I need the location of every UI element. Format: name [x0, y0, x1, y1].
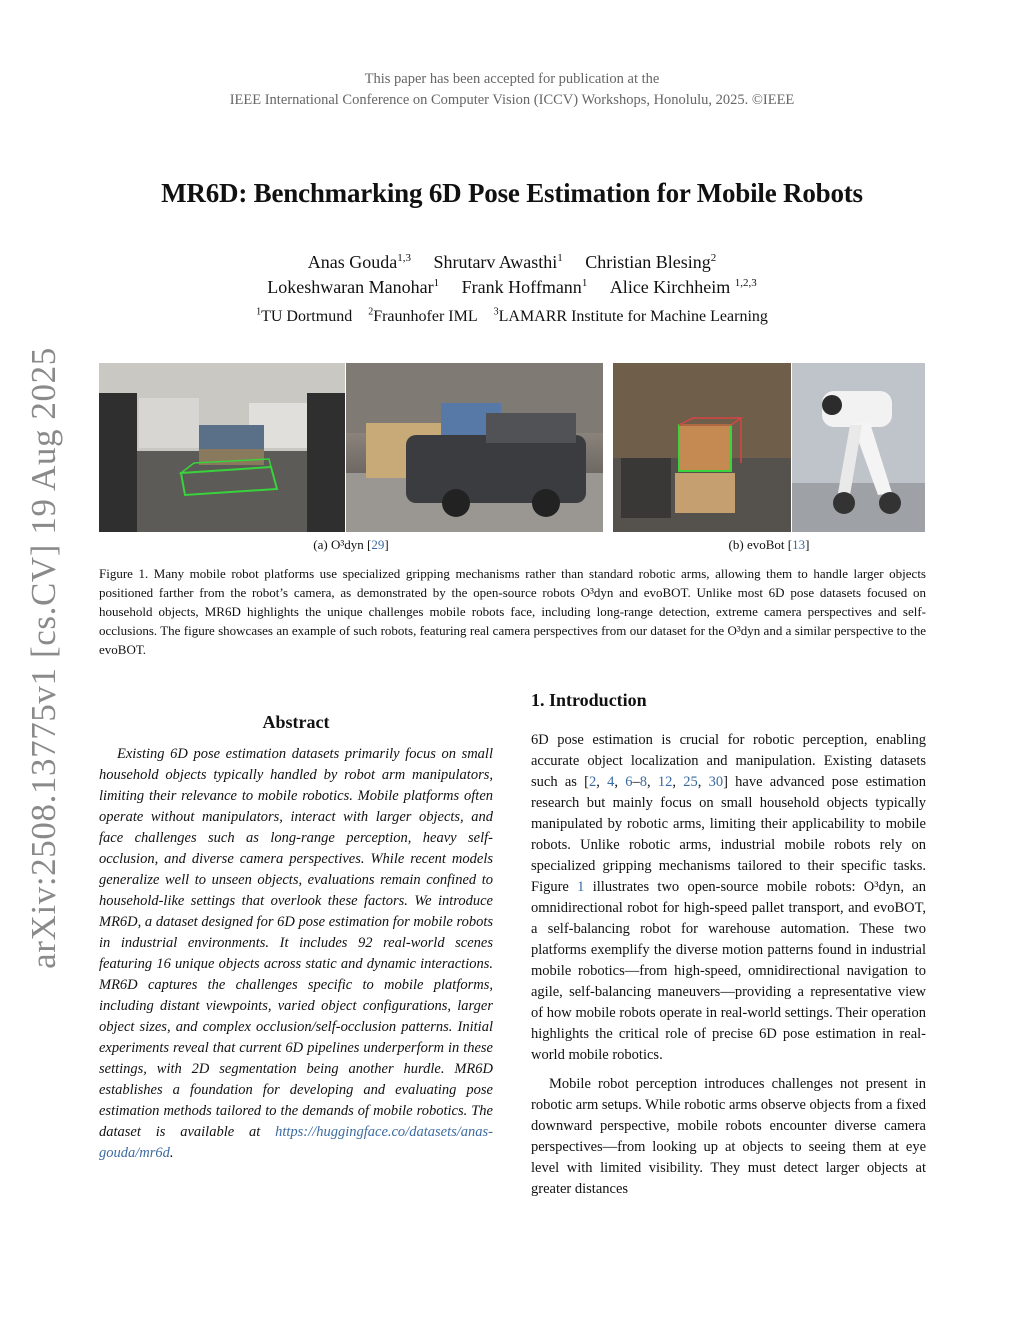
citation-link[interactable]: 12 — [657, 774, 673, 790]
author-name: Frank Hoffmann$^1$ — [461, 277, 588, 297]
dataset-link[interactable]: https://huggingface.co/datasets/anas-gouda/mr6d — [99, 1124, 493, 1161]
author-name: Alice Kirchheim $^{1,2,3}$ — [609, 277, 757, 297]
affiliation: $^1$TU Dortmund — [256, 307, 353, 326]
evobot-robot-photo — [792, 363, 925, 532]
abstract-heading: Abstract — [262, 712, 330, 732]
introduction-paragraph-2: Mobile robot perception introduces challenges not present in robotic arm setups. While robotic arms observe objects from a fixed downward perspective, mobile robots encounter diverse camera perspectives—from looking up at objects to seeing them at eye level with limited visibility. They must detect larger objects at greater distances — [531, 1076, 926, 1197]
author-name: Shrutarv Awasthi$^1$ — [433, 252, 563, 272]
citation-link[interactable]: 2 — [588, 774, 597, 790]
abstract-text: Existing 6D pose estimation datasets primarily focus on small household objects typically handled by robot arm manipulators, limiting their relevance to mobile robotics. Mobile platforms often operate without manipulators, interact with larger objects, and face challenges such as long-range perception, heavy self-occlusion, and diverse camera perspectives. While recent models generalize well to unseen objects, evaluations remain confined to household-like settings that overlook these factors. We introduce MR6D, a dataset designed for 6D pose estimation for mobile robots in industrial environments. It includes 92 real-world scenes featuring 16 unique objects across static and dynamic interactions. MR6D captures the challenges specific to mobile platforms, including distant viewpoints, varied object configurations, larger object sizes, and complex occlusion/self-occlusion patterns. Initial experiments reveal that current 6D pipelines underperform in these settings, with 2D segmentation being another hurdle. MR6D establishes a foundation for developing and evaluating pose estimation methods tailored to the demands of mobile robotics. The dataset is available at https://huggingface.co/datasets/anas-gouda/mr6d. — [99, 746, 493, 1161]
evobot-camera-view-illustration — [613, 363, 791, 532]
evobot-robot-illustration — [792, 363, 925, 532]
author-line-2 — [0, 271, 1024, 300]
citation-link[interactable]: 8 — [639, 774, 647, 790]
acceptance-notice-line1: This paper has been accepted for publication at the — [364, 71, 660, 87]
o3dyn-robot-illustration — [346, 363, 603, 532]
author-name: Christian Blesing$^2$ — [585, 252, 717, 272]
affiliations — [0, 307, 1024, 326]
citation-link[interactable]: 4 — [607, 774, 615, 790]
acceptance-notice-line2: IEEE International Conference on Computer Vision (ICCV) Workshops, Honolulu, 2025. ©IEEE — [229, 92, 795, 108]
citation-link[interactable]: 25 — [683, 774, 698, 790]
citation-link[interactable]: 30 — [708, 774, 724, 790]
author-name: Lokeshwaran Manohar$^1$ — [267, 277, 440, 297]
introduction-heading: 1. Introduction — [531, 690, 647, 710]
citation-link[interactable]: 6 — [625, 774, 633, 790]
citation-link[interactable]: 29 — [371, 537, 385, 552]
subcaption-a: (a) O³dyn [29] — [313, 537, 389, 552]
paper-title: MR6D: Benchmarking 6D Pose Estimation for Mobile Robots — [161, 178, 863, 208]
o3dyn-camera-view-photo — [99, 363, 345, 532]
o3dyn-camera-view-illustration — [99, 363, 345, 532]
author-name: Anas Gouda$^{1,3}$ — [307, 252, 411, 272]
evobot-camera-view-photo — [613, 363, 791, 532]
o3dyn-robot-photo — [346, 363, 603, 532]
figure-ref-link[interactable]: 1 — [577, 879, 585, 895]
subcaption-b: (b) evoBot [13] — [728, 537, 810, 552]
arxiv-identifier: arXiv:2508.13775v1 [cs.CV] 19 Aug 2025 — [24, 347, 63, 969]
introduction-paragraph-1: 6D pose estimation is crucial for robotic perception, enabling accurate object localization and manipulation. Existing datasets such as [2, 4, 6–8, 12, 25, 30] have advanced pose estimation research but mainly focus on small household objects typically manipulated by robotic arms, limiting their applicability to mobile robots. Unlike robotic arms, industrial mobile robots rely on specialized gripping mechanisms tailored to their specific tasks. Figure 1 illustrates two open-source mobile robots: O³dyn, an omnidirectional robot for high-speed pallet transport, and evoBOT, a self-balancing robot for warehouse automation. These two platforms exemplify the diverse motion patterns found in industrial mobile robotics—from high-speed, omnidirectional navigation to agile, self-balancing maneuvers—providing a representative view of how mobile robots operate in real-world settings. Their operation highlights the critical role of precise 6D pose estimation in real-world mobile robotics. — [531, 732, 927, 1063]
affiliation: $^2$Fraunhofer IML — [368, 307, 478, 326]
figure-caption: Figure 1. Many mobile robot platforms use specialized gripping mechanisms rather than standard robotic arms, allowing them to handle larger objects positioned farther from the robot’s camera, as demonstrated by the open-source robots O³dyn and evoBOT. Unlike most 6D pose datasets focused on household objects, MR6D highlights the unique challenges mobile robots face, including long-range detection, extreme camera perspectives and self-occlusions. The figure showcases an example of such robots, featuring real camera perspectives from our dataset for the O³dyn and a similar perspective to the evoBOT. — [99, 566, 926, 657]
citation-link[interactable]: 13 — [792, 537, 806, 552]
affiliation: $^3$LAMARR Institute for Machine Learning — [493, 307, 768, 326]
